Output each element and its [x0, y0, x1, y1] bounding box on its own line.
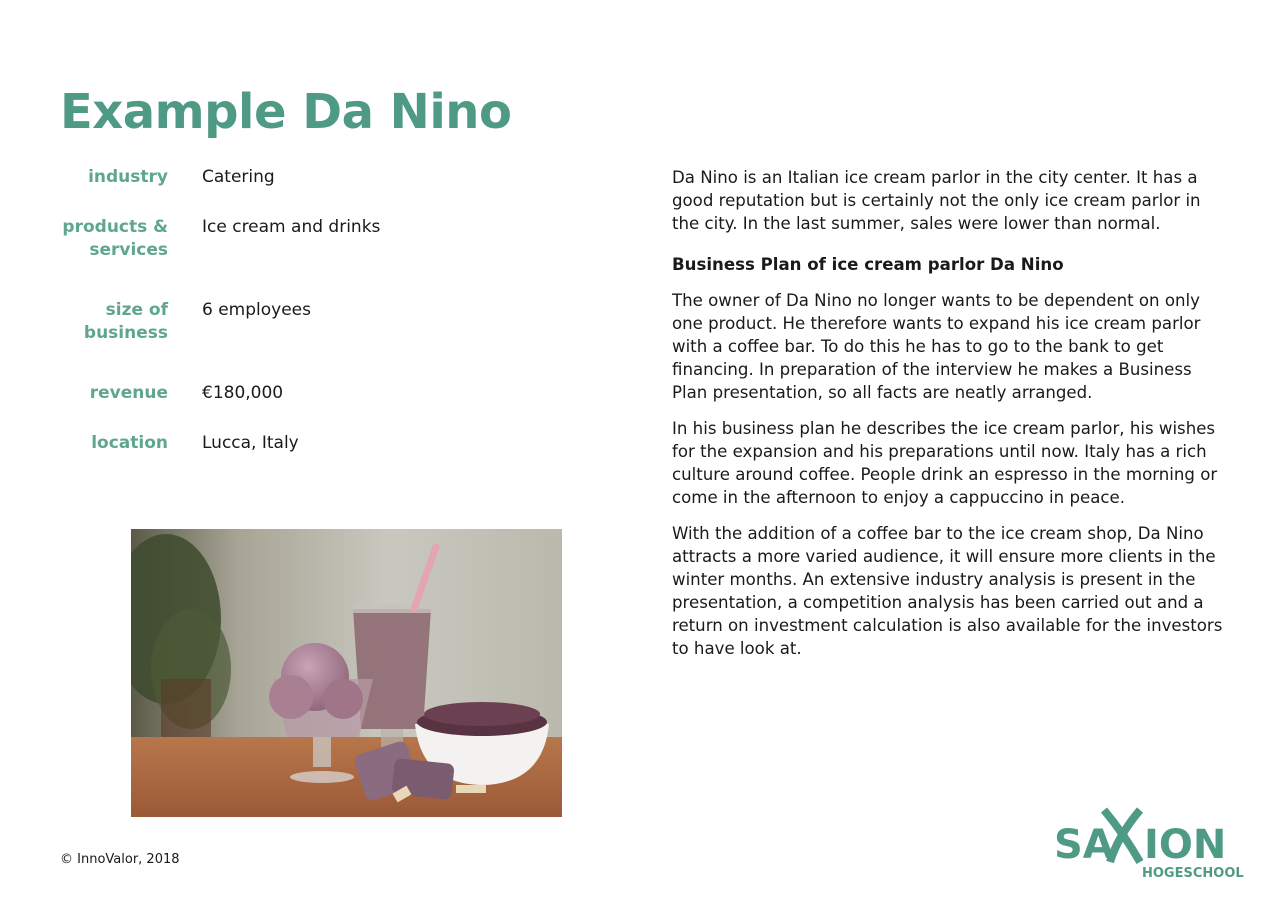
body-paragraph: The owner of Da Nino no longer wants to be dependent on only one product. He therefore wants to expand his ice cream parlor with a coffee bar. To do this he has to go to the bank to get financing. In preparation of the interview he makes a Business Plan presentation, so all facts are neatly arranged. [672, 291, 1201, 402]
logo-text-right: ION [1144, 822, 1227, 868]
body-text [672, 166, 1232, 673]
copyright: © InnoValor, 2018 [60, 852, 180, 867]
intro-paragraph: Da Nino is an Italian ice cream parlor in the city center. It has a good reputation but is certainly not the only ice cream parlor in the city. In the last summer, sales were lower than normal. [672, 168, 1201, 233]
page-title: Example Da Nino [60, 84, 512, 140]
fact-value: Lucca, Italy [202, 433, 299, 453]
fact-value: €180,000 [202, 383, 284, 403]
fact-label: revenue [89, 383, 168, 403]
body-paragraph: In his business plan he describes the ice cream parlor, his wishes for the expansion and his preparations until now. Italy has a rich culture around coffee. People drink an espresso in the morning or come in the afternoon to enjoy a cappuccino in peace. [672, 419, 1218, 507]
fact-label: size of business [83, 300, 168, 343]
ice-cream-photo [131, 529, 562, 817]
section-heading: Business Plan of ice cream parlor Da Nino [672, 255, 1064, 274]
fact-label: location [91, 433, 168, 453]
fact-value: Catering [202, 167, 275, 187]
logo-subtitle: HOGESCHOOL [1142, 866, 1244, 881]
fact-label: products & services [62, 217, 168, 260]
fact-label: industry [88, 167, 168, 187]
fact-value: 6 employees [202, 300, 311, 320]
fact-value: Ice cream and drinks [202, 217, 381, 237]
saxion-logo [1052, 806, 1252, 882]
logo-text-left: SA [1054, 822, 1114, 868]
body-paragraph: With the addition of a coffee bar to the ice cream shop, Da Nino attracts a more varied audience, it will ensure more clients in the winter months. An extensive industry analysis is present in the presentation, a competition analysis has been carried out and a return on investment calculation is also available for the investors to have look at. [672, 524, 1223, 658]
